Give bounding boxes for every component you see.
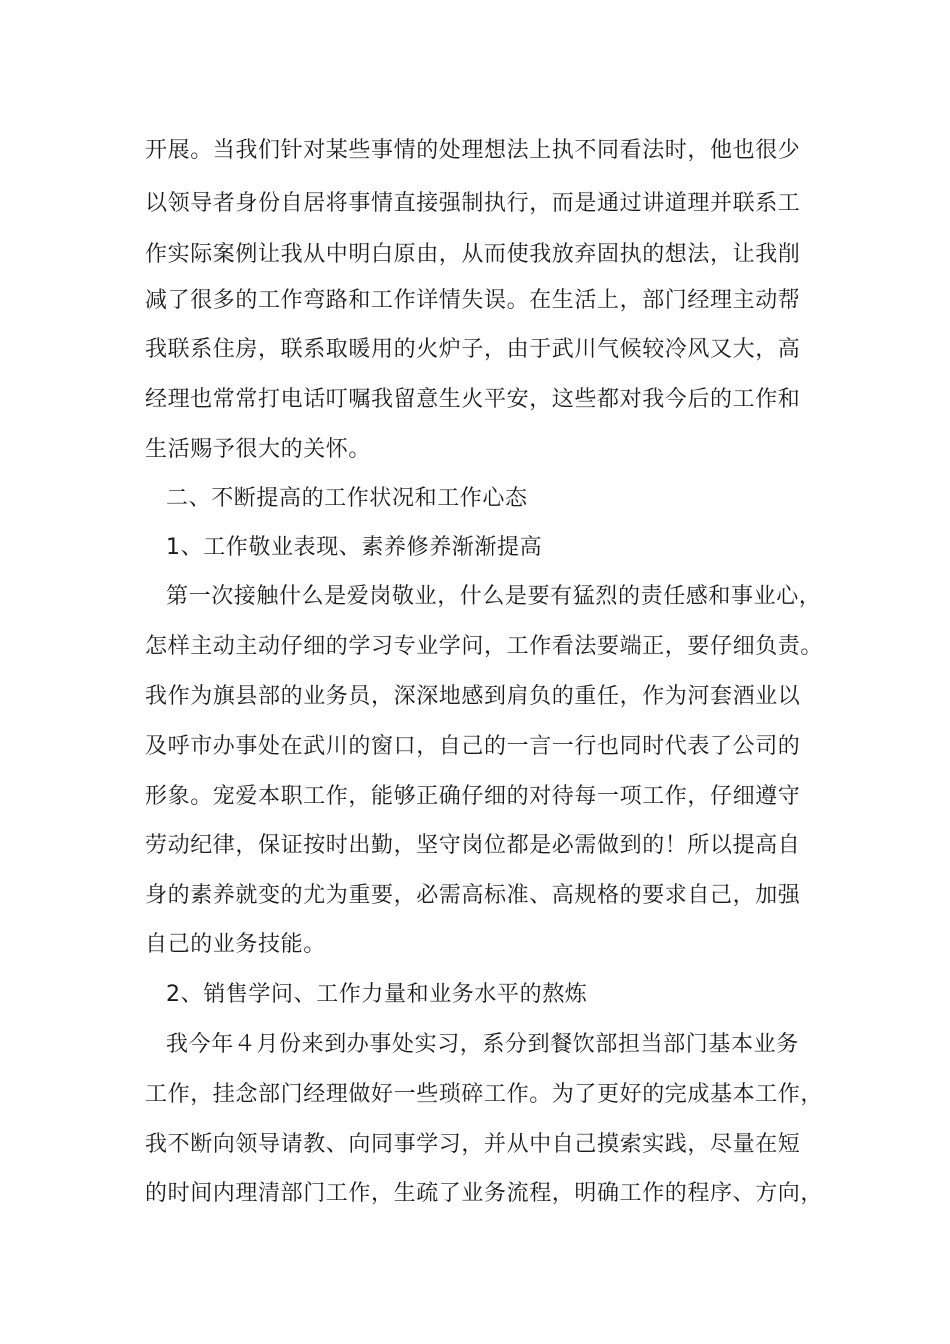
paragraph-line: 的时间内理清部门工作，生疏了业务流程，明确工作的程序、方向， <box>145 1181 824 1206</box>
paragraph-line: 我作为旗县部的业务员，深深地感到肩负的重任，作为河套酒业以 <box>145 684 801 709</box>
paragraph-line: 我联系住房，联系取暖用的火炉子，由于武川气候较冷风又大，高 <box>145 337 801 362</box>
paragraph-line: 身的素养就变的尤为重要，必需高标准、高规格的要求自己，加强 <box>145 883 801 908</box>
paragraph-line: 第一次接触什么是爱岗敬业，什么是要有猛烈的责任感和事业心， <box>166 584 822 609</box>
paragraph-line: 形象。宠爱本职工作，能够正确仔细的对待每一项工作，仔细遵守 <box>145 784 801 809</box>
paragraph-line: 开展。当我们针对某些事情的处理想法上执不同看法时，他也很少 <box>145 138 801 163</box>
section-heading: 二、不断提高的工作状况和工作心态 <box>166 486 528 511</box>
paragraph-line: 劳动纪律，保证按时出勤，坚守岗位都是必需做到的！所以提高自 <box>145 833 801 858</box>
paragraph-line: 生活赐予很大的关怀。 <box>145 437 372 462</box>
paragraph-line: 自己的业务技能。 <box>145 932 326 957</box>
subsection-heading: 2、销售学问、工作力量和业务水平的熬炼 <box>166 982 588 1007</box>
paragraph-line: 工作，挂念部门经理做好一些琐碎工作。为了更好的完成基本工作， <box>145 1082 824 1107</box>
paragraph-line: 经理也常常打电话叮嘱我留意生火平安，这些都对我今后的工作和 <box>145 387 801 412</box>
paragraph-line: 作实际案例让我从中明白原由，从而使我放弃固执的想法，让我削 <box>145 242 801 267</box>
subsection-heading: 1、工作敬业表现、素养修养渐渐提高 <box>166 535 543 560</box>
paragraph-line: 怎样主动主动仔细的学习专业学问，工作看法要端正，要仔细负责。 <box>145 634 824 659</box>
paragraph-line: 减了很多的工作弯路和工作详情失误。在生活上，部门经理主动帮 <box>145 288 801 313</box>
paragraph-line: 及呼市办事处在武川的窗口，自己的一言一行也同时代表了公司的 <box>145 734 801 759</box>
paragraph-line: 我不断向领导请教、向同事学习，并从中自己摸索实践，尽量在短 <box>145 1132 801 1157</box>
paragraph-line: 我今年４月份来到办事处实习，系分到餐饮部担当部门基本业务 <box>166 1032 799 1057</box>
paragraph-line: 以领导者身份自居将事情直接强制执行，而是通过讲道理并联系工 <box>145 191 801 216</box>
